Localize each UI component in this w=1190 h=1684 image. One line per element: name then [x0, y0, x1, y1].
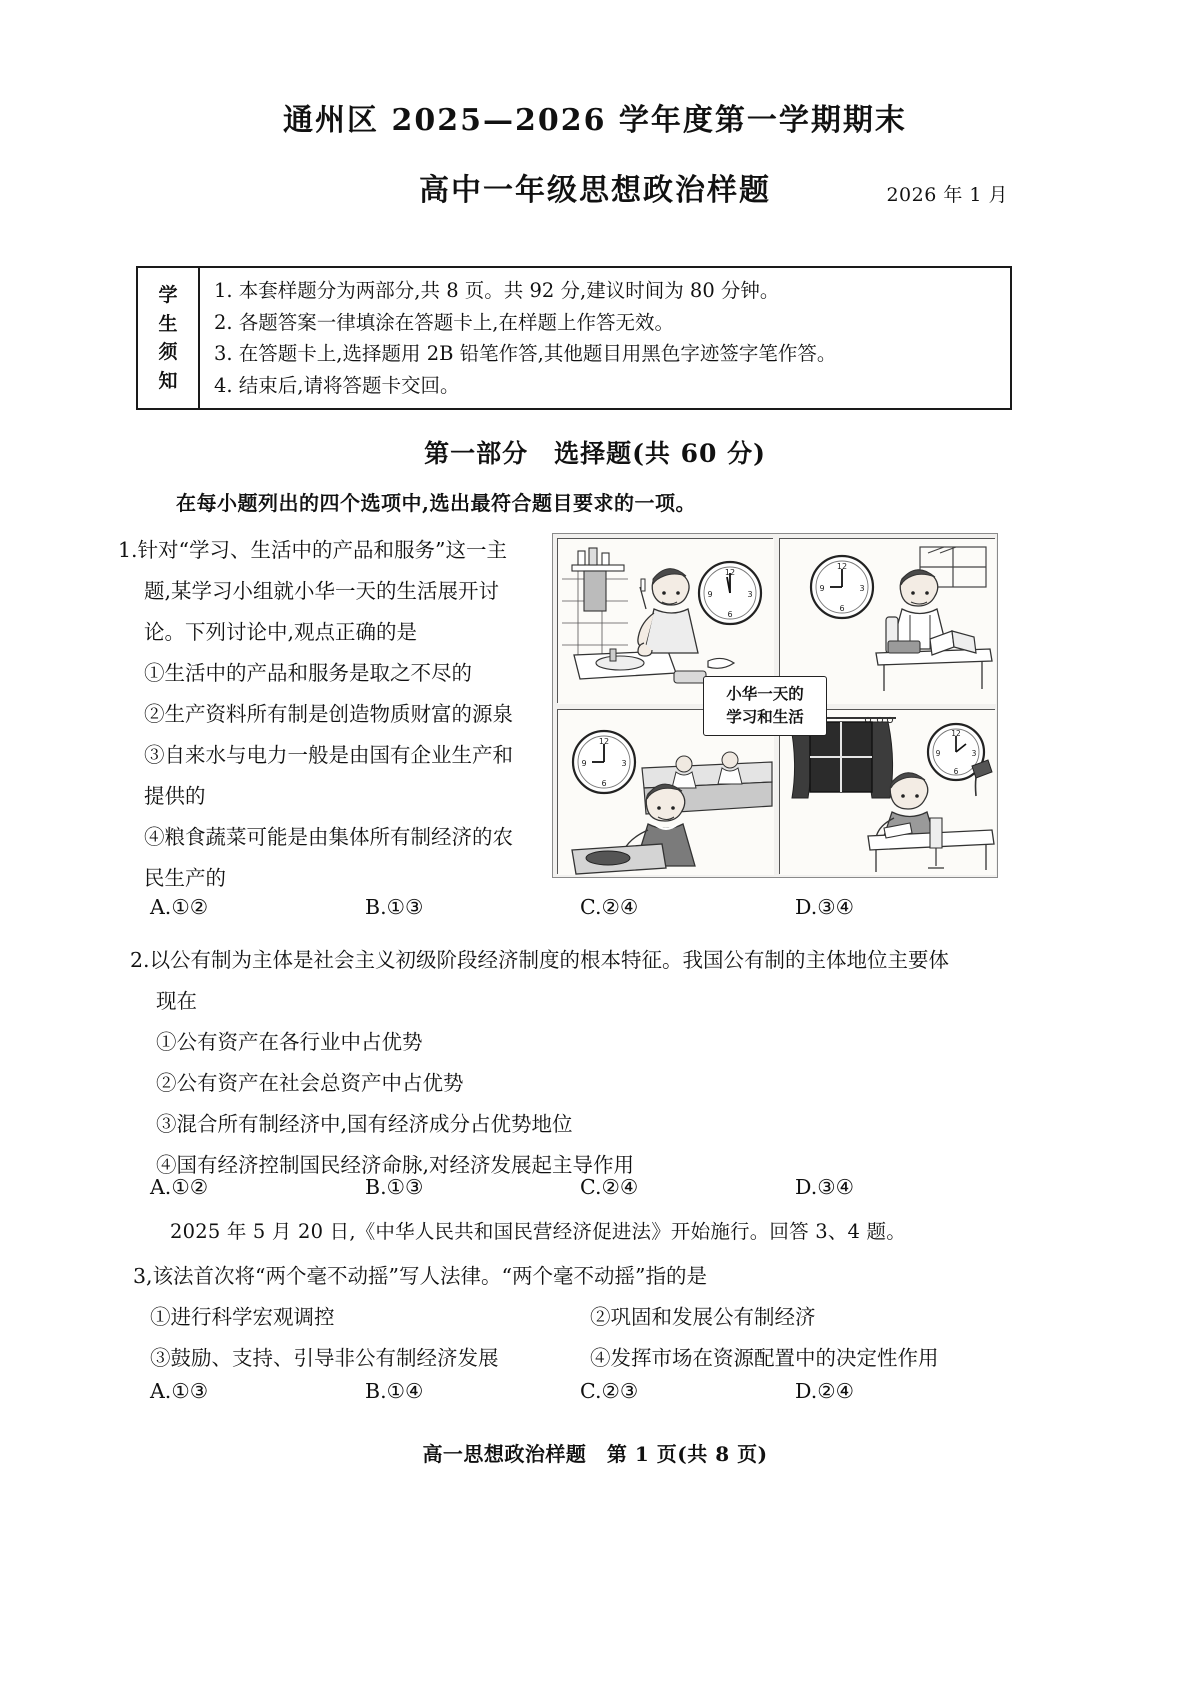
question-3-number: 3,: [133, 1264, 153, 1288]
part-one-heading: 第一部分 选择题(共 60 分): [424, 439, 766, 468]
svg-text:9: 9: [707, 590, 713, 599]
question-3-answers: [150, 1379, 950, 1403]
question-2-option: ③混合所有制经济中,国有经济成分占优势地位: [156, 1112, 573, 1136]
question-1-answer-c[interactable]: C.②④: [580, 895, 639, 919]
notice-label-char-3: 须: [158, 341, 178, 364]
question-2-stem-line: [130, 940, 1014, 981]
svg-text:12: 12: [724, 568, 736, 577]
exam-date: 2026 年 1 月: [886, 184, 1008, 206]
part-one-instruction: 在每小题列出的四个选项中,选出最符合题目要求的一项。: [176, 491, 696, 515]
question-3-options: [150, 1297, 1020, 1379]
question-1-answer-a[interactable]: A.①②: [150, 895, 209, 919]
question-3-answer-c[interactable]: C.②③: [580, 1379, 639, 1403]
notice-label-char-4: 知: [158, 369, 178, 392]
question-1-option: ②生产资料所有制是创造物质财富的源泉: [144, 702, 513, 726]
svg-text:12: 12: [951, 729, 961, 738]
svg-text:12: 12: [836, 562, 848, 571]
question-3-option: ④发挥市场在资源配置中的决定性作用: [590, 1346, 939, 1370]
questions-3-4-context: 2025 年 5 月 20 日,《中华人民共和国民营经济促进法》开始施行。回答 3、4 题。: [170, 1220, 906, 1243]
notice-item: 2. 各题答案一律填涂在答题卡上,在样题上作答无效。: [214, 310, 675, 334]
question-2-answer-a[interactable]: A.①②: [150, 1175, 209, 1199]
svg-text:9: 9: [819, 584, 825, 593]
svg-text:9: 9: [581, 759, 587, 768]
svg-text:12: 12: [598, 737, 610, 746]
question-1-stem-line: 论。下列讨论中,观点正确的是: [144, 620, 418, 644]
question-3-answer-b[interactable]: B.①④: [365, 1379, 424, 1403]
question-2-option: ②公有资产在社会总资产中占优势: [156, 1071, 464, 1095]
svg-text:3: 3: [621, 759, 627, 768]
question-2-answer-b[interactable]: B.①③: [365, 1175, 424, 1199]
question-1-illustration: [552, 533, 998, 878]
svg-text:3: 3: [747, 590, 753, 599]
question-3-option-row: [150, 1297, 1020, 1338]
question-2-option: ①公有资产在各行业中占优势: [156, 1030, 423, 1054]
svg-text:6: 6: [601, 779, 607, 788]
page-title-row2: [0, 168, 1190, 214]
question-3-answer-d[interactable]: D.②④: [795, 1379, 854, 1403]
question-1-answers: [150, 895, 950, 919]
question-3-option-row: [150, 1338, 1020, 1379]
question-2-answer-d[interactable]: D.③④: [795, 1175, 854, 1199]
question-1-stem-line: 题,某学习小组就小华一天的生活展开讨: [144, 579, 500, 603]
question-3-option: ③鼓励、支持、引导非公有制经济发展: [150, 1346, 499, 1370]
question-1-option: ④粮食蔬菜可能是由集体所有制经济的农: [144, 825, 513, 849]
notice-item: 1. 本套样题分为两部分,共 8 页。共 92 分,建议时间为 80 分钟。: [214, 279, 780, 302]
question-1-stem-text: 针对“学习、生活中的产品和服务”这一主: [137, 538, 508, 562]
question-1-option: 提供的: [144, 784, 206, 808]
question-1: [118, 530, 548, 899]
question-1-option: 民生产的: [144, 866, 226, 890]
svg-text:3: 3: [859, 584, 865, 593]
question-2: [130, 940, 1014, 1186]
student-notice-items: [200, 268, 1010, 408]
question-1-number: 1.: [118, 538, 138, 562]
question-1-stem-line: [118, 530, 548, 571]
student-notice-box: [136, 266, 1012, 410]
notice-label-char-2: 生: [158, 312, 178, 335]
question-1-option: ①生活中的产品和服务是取之不尽的: [144, 661, 472, 685]
notice-label-char-1: 学: [158, 284, 178, 307]
illustration-caption: [703, 676, 827, 736]
question-1-answer-b[interactable]: B.①③: [365, 895, 424, 919]
question-2-stem-text: 以公有制为主体是社会主义初级阶段经济制度的根本特征。我国公有制的主体地位主要体: [149, 948, 950, 972]
question-3: [133, 1256, 1017, 1297]
question-1-option: ③自来水与电力一般是由国有企业生产和: [144, 743, 513, 767]
illustration-caption-line1: 小华一天的: [726, 684, 804, 703]
notice-item: 3. 在答题卡上,选择题用 2B 铅笔作答,其他题目用黑色字迹签字笔作答。: [214, 342, 837, 366]
question-3-option: ②巩固和发展公有制经济: [590, 1305, 816, 1329]
question-2-stem-line: 现在: [156, 989, 197, 1013]
question-2-answer-c[interactable]: C.②④: [580, 1175, 639, 1199]
question-3-option: ①进行科学宏观调控: [150, 1305, 335, 1329]
svg-text:6: 6: [953, 767, 959, 776]
page-title-line1: 通州区 2025—2026 学年度第一学期期末: [283, 103, 907, 138]
svg-text:6: 6: [727, 610, 733, 619]
notice-item: 4. 结束后,请将答题卡交回。: [214, 373, 460, 397]
page-title-line2: 高中一年级思想政治样题: [419, 173, 771, 208]
student-notice-label: [138, 268, 200, 408]
svg-text:6: 6: [839, 604, 845, 613]
question-3-answer-a[interactable]: A.①③: [150, 1379, 209, 1403]
question-2-answers: [150, 1175, 950, 1199]
svg-text:3: 3: [971, 749, 977, 758]
illustration-caption-line2: 学习和生活: [726, 708, 804, 726]
page-footer: 高一思想政治样题 第 1 页(共 8 页): [422, 1442, 768, 1466]
question-3-stem-text: 该法首次将“两个毫不动摇”写人法律。“两个毫不动摇”指的是: [152, 1264, 707, 1288]
question-3-stem-line: [133, 1256, 1017, 1297]
question-2-number: 2.: [130, 948, 150, 972]
question-2-option: ④国有经济控制国民经济命脉,对经济发展起主导作用: [156, 1153, 635, 1177]
svg-text:9: 9: [935, 749, 941, 758]
question-1-answer-d[interactable]: D.③④: [795, 895, 854, 919]
